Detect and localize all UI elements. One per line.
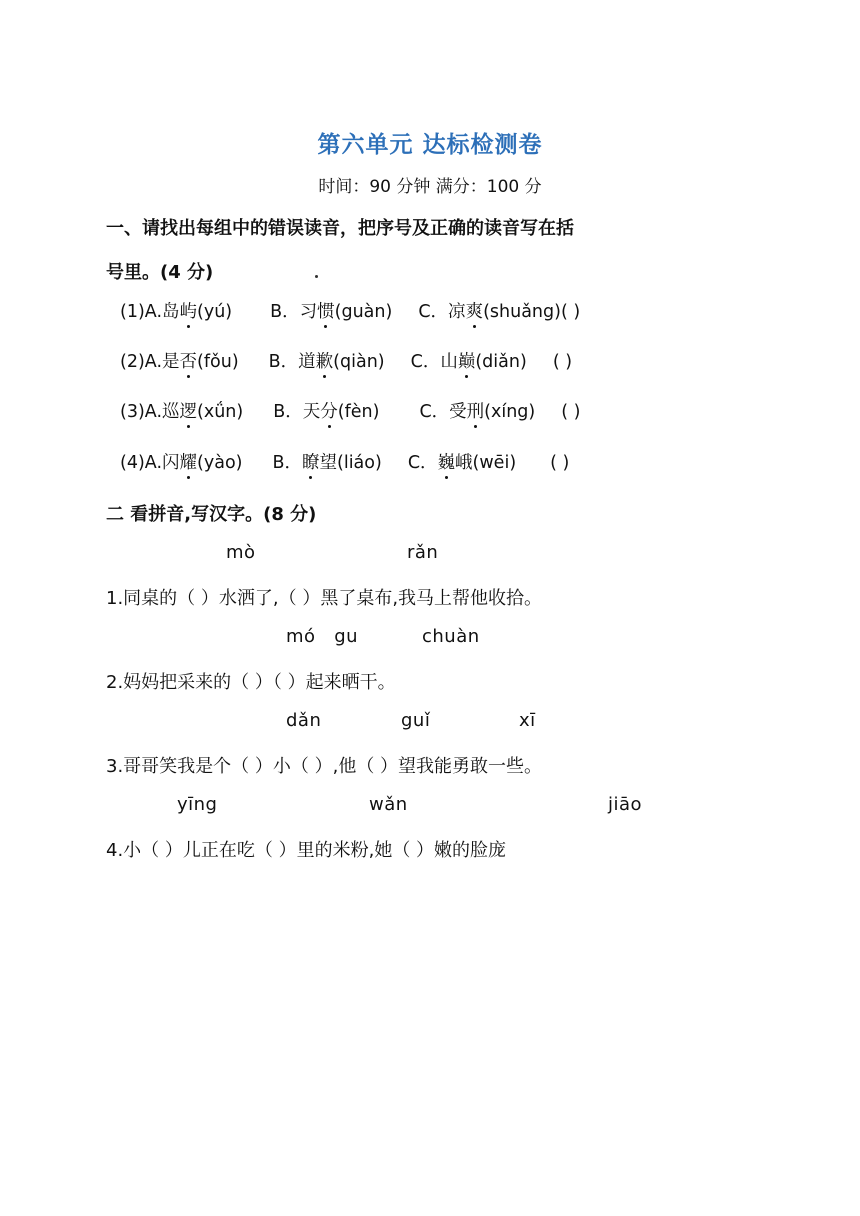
question-number: (1) bbox=[120, 302, 145, 322]
sentence-1: 1.同桌的（ ）水洒了,（ ）黑了桌布,我马上帮他收拾。 bbox=[106, 588, 543, 609]
option-c: C．山 bbox=[410, 352, 458, 372]
option-c-pinyin: (diǎn) bbox=[475, 352, 527, 372]
option-a: A.闪 bbox=[144, 453, 180, 473]
option-a-pinyin: (fǒu) bbox=[197, 352, 239, 372]
option-c-pinyin: (wēi) bbox=[472, 453, 517, 473]
option-b: B． bbox=[272, 453, 302, 473]
option-c: C． bbox=[407, 453, 438, 473]
option-a-pinyin: (yào) bbox=[197, 453, 243, 473]
option-b-char: 望 bbox=[319, 453, 337, 473]
dotted-char: 逻 bbox=[180, 398, 198, 423]
question-number: (3) bbox=[120, 402, 145, 422]
pinyin-4c: jiāo bbox=[608, 794, 643, 815]
dotted-char: 屿 bbox=[180, 298, 198, 323]
question-4 bbox=[120, 449, 569, 474]
pinyin-4a: yīng bbox=[177, 794, 218, 815]
answer-blank: ( ) bbox=[561, 402, 581, 422]
section-2-heading: 二 看拼音,写汉字。(8 分) bbox=[106, 504, 317, 525]
question-1 bbox=[120, 298, 580, 323]
option-b-pinyin: (fèn) bbox=[337, 402, 380, 422]
dotted-char: 爽 bbox=[466, 298, 484, 323]
question-number: (4) bbox=[120, 453, 145, 473]
pinyin-3c: xī bbox=[519, 710, 536, 731]
option-b: B．习 bbox=[270, 302, 318, 322]
option-b: B．天 bbox=[273, 402, 321, 422]
dotted-char: 瞭 bbox=[302, 449, 320, 474]
section-1-heading-line1: 一、请找出每组中的错误读音，把序号及正确的读音写在括 bbox=[106, 218, 574, 239]
pinyin-4b: wǎn bbox=[369, 794, 408, 815]
option-c: C．凉 bbox=[418, 302, 466, 322]
option-c-pinyin: (shuǎng) bbox=[483, 302, 561, 322]
question-3 bbox=[120, 398, 580, 423]
dotted-char: 歉 bbox=[316, 348, 334, 373]
dotted-char: 惯 bbox=[317, 298, 335, 323]
pinyin-3b: guǐ bbox=[401, 710, 431, 731]
option-b-pinyin: (liáo) bbox=[337, 453, 382, 473]
sentence-4: 4.小（ ）儿正在吃（ ）里的米粉,她（ ）嫩的脸庞 bbox=[106, 840, 507, 861]
option-c-char: 峨 bbox=[455, 453, 473, 473]
stray-dot bbox=[315, 275, 318, 278]
question-2 bbox=[120, 348, 572, 373]
option-a: A.是 bbox=[144, 352, 180, 372]
page-title: 第六单元 达标检测卷 bbox=[317, 132, 543, 158]
dotted-char: 巅 bbox=[458, 348, 476, 373]
option-b: B．道 bbox=[268, 352, 316, 372]
question-number: (2) bbox=[120, 352, 145, 372]
pinyin-2b: chuàn bbox=[422, 626, 480, 647]
option-a-pinyin: (yú) bbox=[197, 302, 233, 322]
sentence-2: 2.妈妈把采来的（ ）（ ）起来晒干。 bbox=[106, 672, 396, 693]
option-a: A.岛 bbox=[144, 302, 180, 322]
option-a: A.巡 bbox=[144, 402, 180, 422]
answer-blank: ( ) bbox=[560, 302, 581, 322]
dotted-char: 否 bbox=[180, 348, 198, 373]
option-b-pinyin: (guàn) bbox=[334, 302, 393, 322]
exam-info: 时间：90 分钟 满分：100 分 bbox=[318, 177, 542, 197]
dotted-char: 耀 bbox=[180, 449, 198, 474]
pinyin-1a: mò bbox=[226, 542, 256, 563]
dotted-char: 巍 bbox=[438, 449, 456, 474]
sentence-3: 3.哥哥笑我是个（ ）小（ ）,他（ ）望我能勇敢一些。 bbox=[106, 756, 543, 777]
answer-blank: ( ) bbox=[550, 453, 570, 473]
option-c: C．受 bbox=[419, 402, 467, 422]
pinyin-2a: mó gu bbox=[286, 626, 359, 647]
option-b-pinyin: (qiàn) bbox=[333, 352, 385, 372]
pinyin-3a: dǎn bbox=[286, 710, 322, 731]
option-a-pinyin: (xǘn) bbox=[197, 402, 244, 422]
answer-blank: ( ) bbox=[552, 352, 573, 372]
pinyin-1b: rǎn bbox=[407, 542, 439, 563]
dotted-char: 分 bbox=[320, 398, 338, 423]
section-1-heading-line2: 号里。(4 分) bbox=[106, 262, 214, 283]
option-c-pinyin: (xíng) bbox=[484, 402, 536, 422]
dotted-char: 刑 bbox=[467, 398, 485, 423]
